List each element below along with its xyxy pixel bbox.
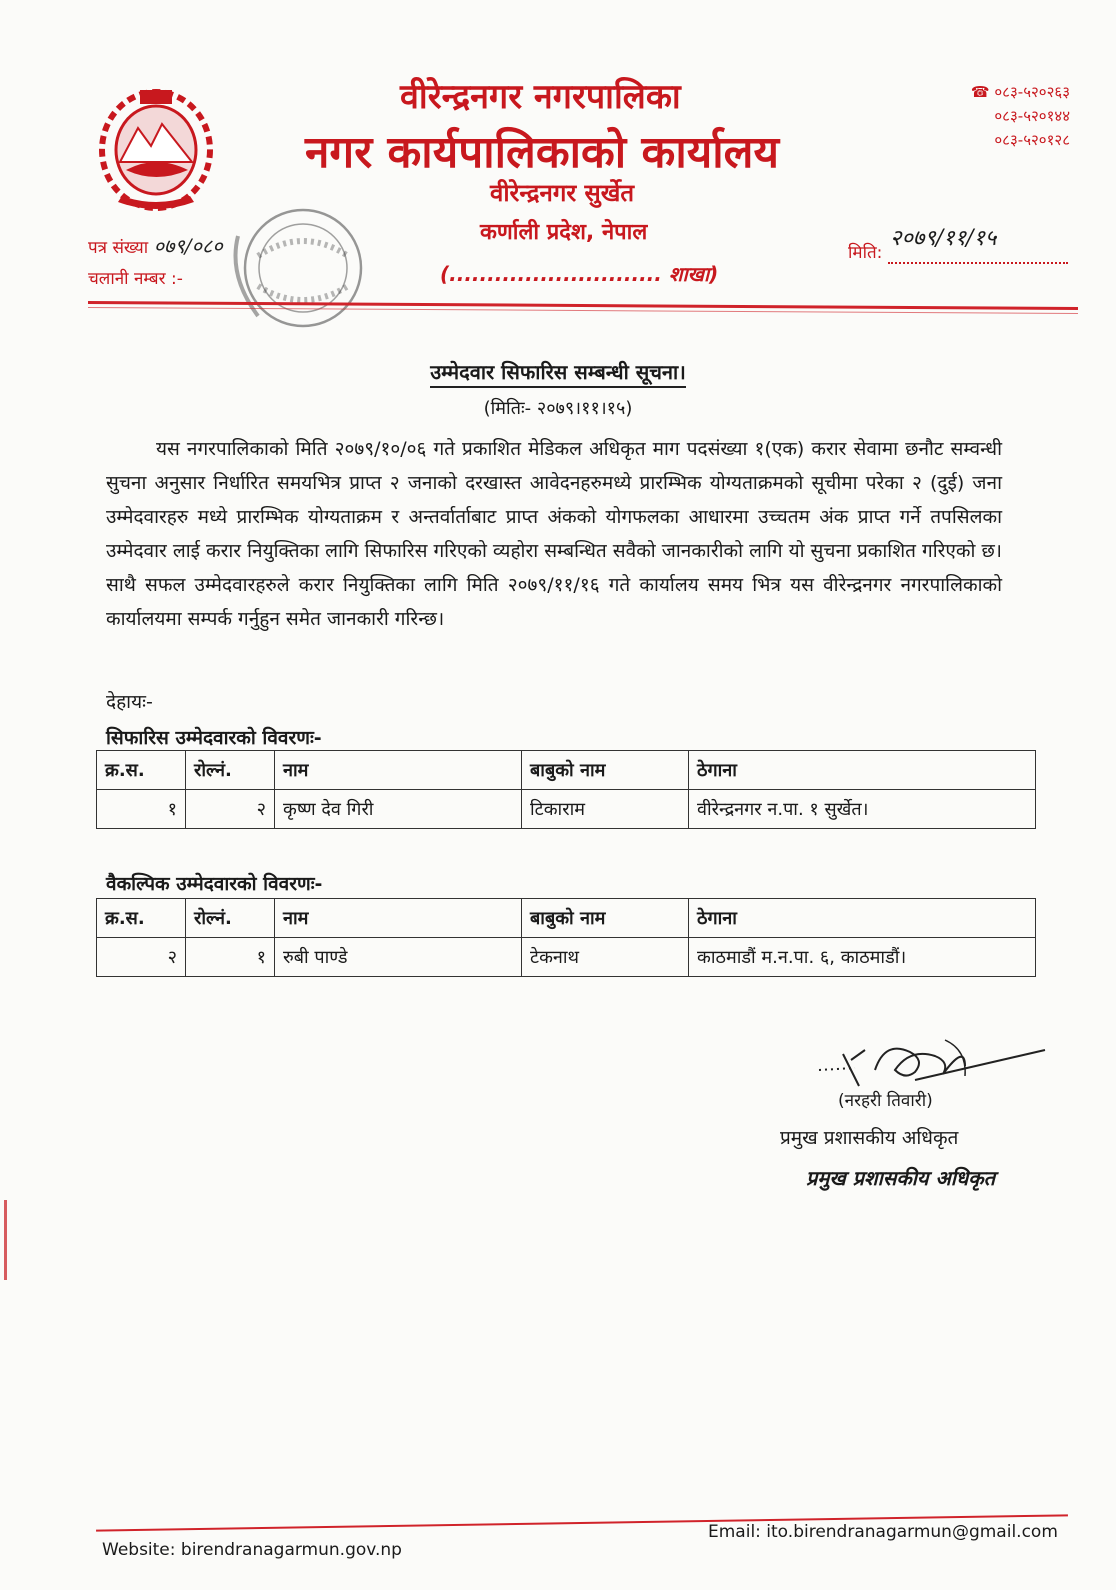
table-row: [97, 790, 1036, 829]
recommended-table: [96, 750, 1036, 829]
office-location: वीरेन्द्रनगर सुर्खेत: [490, 179, 635, 207]
office-name: नगर कार्यपालिकाको कार्यालय: [305, 127, 779, 178]
header-cell: क्र.स.: [97, 899, 186, 938]
footer-website: Website: birendranagarmun.gov.np: [102, 1540, 402, 1560]
alternate-table: [96, 898, 1036, 977]
branch-line: (............................ शाखा): [440, 262, 719, 286]
notice-date: (मितिः- २०७९।११।१५): [483, 398, 633, 419]
table-cell: कृष्ण देव गिरी: [275, 790, 522, 829]
header-cell: नाम: [275, 751, 522, 790]
date-label: मिति:: [848, 243, 883, 263]
header-cell: क्र.स.: [97, 751, 186, 790]
municipality-name: वीरेन्द्रनगर नगरपालिका: [400, 77, 681, 117]
alternate-section-title: वैकल्पिक उम्मेदवारको विवरणः-: [106, 873, 323, 895]
table-cell: टेकनाथ: [522, 938, 689, 977]
footer-email: Email: ito.birendranagarmun@gmail.com: [708, 1522, 1058, 1542]
ref-label: पत्र संख्या: [88, 238, 149, 258]
table-row: [97, 938, 1036, 977]
header-cell: रोल्नं.: [186, 751, 275, 790]
recommended-section-title: सिफारिस उम्मेदवारको विवरणः-: [106, 727, 322, 749]
header-cell: बाबुको नाम: [522, 899, 689, 938]
table-cell: काठमाडौं म.न.पा. ६, काठमाडौं।: [689, 938, 1036, 977]
table-cell: १: [97, 790, 186, 829]
phone-number: ०८३-५२०१२८: [994, 131, 1070, 149]
date-value: २०७९/११/१५: [890, 226, 997, 251]
notice-body: यस नगरपालिकाको मिति २०७९/१०/०६ गते प्रकाशित मेडिकल अधिकृत माग पदसंख्या १(एक) करार सेवामा छनौट सम्वन्धी सुचना अनुसार निर्धारित समयभित्र प्राप्त २ जनाको दरखास्त आवेदनहरुमध्ये प्रारम्भिक योग्यताक्रमको सूचीमा परेका २ (दुई) जना उम्मेदवारहरु मध्ये प्रारम्भिक योग्यताक्रम र अन्तर्वार्ताबाट प्राप्त अंकको योगफलका आधारमा उच्चतम अंक प्राप्त गर्ने तपसिलका उम्मेदवार लाई करार नियुक्तिका लागि सिफारिस गरिएको व्यहोरा सम्बन्धित सवैको जानकारीको लागि यो सुचना प्रकाशित गरिएको छ। साथै सफल उम्मेदवारहरुले करार नियुक्तिका लागि मिति २०७९/११/१६ गते कार्यालय समय भित्र यस वीरेन्द्रनगर नगरपालिकाको कार्यालयमा सम्पर्क गर्नुहुन समेत जानकारी गरिन्छ।: [106, 438, 1002, 630]
table-cell: रुबी पाण्डे: [275, 938, 522, 977]
phone-icon: ☎: [970, 83, 990, 101]
table-cell: वीरेन्द्रनगर न.पा. १ सुर्खेत।: [689, 790, 1036, 829]
margin-mark: [4, 1200, 7, 1280]
signatory-name: (नरहरी तिवारी): [838, 1091, 933, 1111]
ref-value: ०७९/०८०: [153, 234, 223, 258]
phone-number: ०८३-५२०२६३: [994, 83, 1070, 101]
office-stamp-icon: [218, 196, 388, 346]
table-header-row: [97, 899, 1036, 938]
table-cell: १: [186, 938, 275, 977]
dispatch-label: चलानी नम्बर :-: [88, 269, 183, 289]
table-cell: २: [186, 790, 275, 829]
notice-title: उम्मेदवार सिफारिस सम्बन्धी सूचना।: [0, 358, 1116, 385]
header-cell: रोल्नं.: [186, 899, 275, 938]
reference-number: [88, 232, 223, 259]
phone-number: ०८३-५२०१४४: [994, 107, 1070, 125]
nepal-emblem-icon: [96, 84, 216, 214]
header-cell: ठेगाना: [689, 899, 1036, 938]
signatory-designation: प्रमुख प्रशासकीय अधिकृत: [780, 1127, 959, 1149]
table-cell: टिकाराम: [522, 790, 689, 829]
header-cell: नाम: [275, 899, 522, 938]
phone-block: [971, 80, 1070, 152]
table-header-row: [97, 751, 1036, 790]
office-province: कर्णाली प्रदेश, नेपाल: [480, 220, 648, 245]
dehaya-label: देहायः-: [106, 691, 153, 713]
date-dotted-line: [888, 262, 1068, 264]
designation-stamp: प्रमुख प्रशासकीय अधिकृत: [806, 1166, 995, 1190]
table-cell: २: [97, 938, 186, 977]
header-cell: बाबुको नाम: [522, 751, 689, 790]
header-cell: ठेगाना: [689, 751, 1036, 790]
